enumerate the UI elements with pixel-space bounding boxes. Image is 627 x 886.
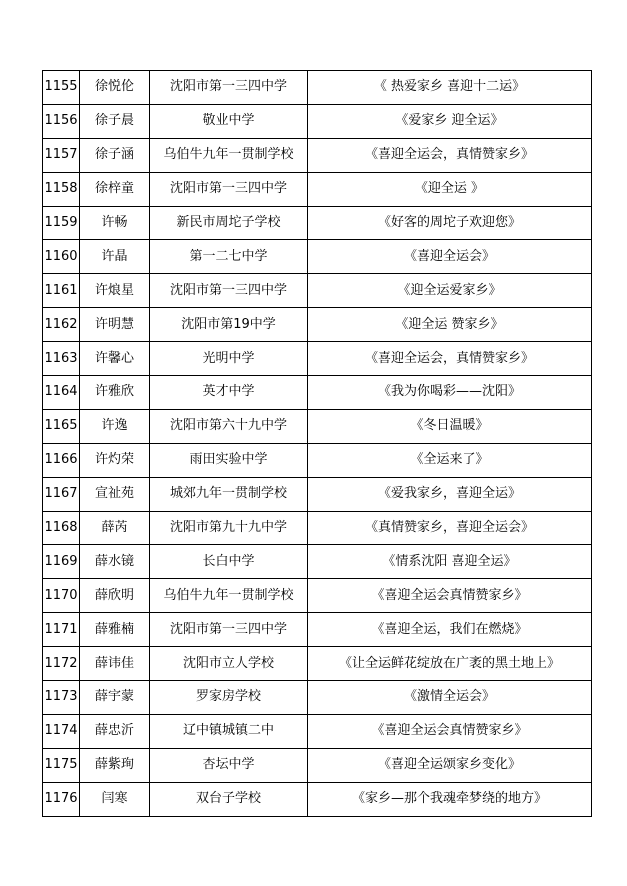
student-name: 薛忠沂 — [80, 714, 150, 748]
work-title: 《喜迎全运会，真情赞家乡》 — [308, 342, 592, 376]
table-row — [43, 545, 592, 579]
table-row — [43, 477, 592, 511]
student-name: 许逸 — [80, 409, 150, 443]
table-row — [43, 647, 592, 681]
school-name: 光明中学 — [150, 342, 308, 376]
student-name: 宣祉苑 — [80, 477, 150, 511]
entry-number: 1161 — [43, 274, 80, 308]
table-row — [43, 172, 592, 206]
student-name: 薛雅楠 — [80, 613, 150, 647]
work-title: 《冬日温暖》 — [308, 409, 592, 443]
entry-table-body — [43, 71, 592, 817]
student-name: 薛水镜 — [80, 545, 150, 579]
entry-number: 1156 — [43, 104, 80, 138]
table-row — [43, 104, 592, 138]
school-name: 第一二七中学 — [150, 240, 308, 274]
school-name: 沈阳市第一三四中学 — [150, 71, 308, 105]
work-title: 《爱家乡 迎全运》 — [308, 104, 592, 138]
work-title: 《真情赞家乡，喜迎全运会》 — [308, 511, 592, 545]
work-title: 《爱我家乡，喜迎全运》 — [308, 477, 592, 511]
entry-number: 1168 — [43, 511, 80, 545]
student-name: 闫寒 — [80, 782, 150, 816]
entry-number: 1171 — [43, 613, 80, 647]
school-name: 乌伯牛九年一贯制学校 — [150, 138, 308, 172]
school-name: 沈阳市第一三四中学 — [150, 274, 308, 308]
table-row — [43, 206, 592, 240]
table-row — [43, 681, 592, 715]
school-name: 敬业中学 — [150, 104, 308, 138]
student-name: 徐子涵 — [80, 138, 150, 172]
school-name: 英才中学 — [150, 376, 308, 410]
work-title: 《迎全运 》 — [308, 172, 592, 206]
school-name: 沈阳市第一三四中学 — [150, 613, 308, 647]
table-row — [43, 579, 592, 613]
school-name: 杏坛中学 — [150, 748, 308, 782]
work-title: 《全运来了》 — [308, 443, 592, 477]
student-name: 许晶 — [80, 240, 150, 274]
work-title: 《我为你喝彩——沈阳》 — [308, 376, 592, 410]
work-title: 《喜迎全运会真情赞家乡》 — [308, 714, 592, 748]
table-row — [43, 613, 592, 647]
student-name: 薛欣明 — [80, 579, 150, 613]
school-name: 沈阳市立人学校 — [150, 647, 308, 681]
entry-number: 1170 — [43, 579, 80, 613]
entry-number: 1155 — [43, 71, 80, 105]
work-title: 《喜迎全运会》 — [308, 240, 592, 274]
school-name: 罗家房学校 — [150, 681, 308, 715]
work-title: 《 热爱家乡 喜迎十二运》 — [308, 71, 592, 105]
table-row — [43, 443, 592, 477]
entry-number: 1176 — [43, 782, 80, 816]
student-name: 薛紫珣 — [80, 748, 150, 782]
table-row — [43, 511, 592, 545]
entry-table — [42, 70, 592, 817]
school-name: 城郊九年一贯制学校 — [150, 477, 308, 511]
table-row — [43, 342, 592, 376]
table-row — [43, 714, 592, 748]
student-name: 许烺星 — [80, 274, 150, 308]
work-title: 《迎全运 赞家乡》 — [308, 308, 592, 342]
entry-number: 1160 — [43, 240, 80, 274]
entry-number: 1163 — [43, 342, 80, 376]
student-name: 许灼荣 — [80, 443, 150, 477]
entry-number: 1173 — [43, 681, 80, 715]
entry-number: 1166 — [43, 443, 80, 477]
table-row — [43, 376, 592, 410]
table-row — [43, 240, 592, 274]
entry-number: 1159 — [43, 206, 80, 240]
work-title: 《好客的周坨子欢迎您》 — [308, 206, 592, 240]
student-name: 许畅 — [80, 206, 150, 240]
student-name: 许雅欣 — [80, 376, 150, 410]
entry-number: 1167 — [43, 477, 80, 511]
entry-number: 1174 — [43, 714, 80, 748]
entry-number: 1175 — [43, 748, 80, 782]
student-name: 徐梓童 — [80, 172, 150, 206]
entry-number: 1162 — [43, 308, 80, 342]
table-row — [43, 138, 592, 172]
table-row — [43, 71, 592, 105]
work-title: 《情系沈阳 喜迎全运》 — [308, 545, 592, 579]
school-name: 沈阳市第六十九中学 — [150, 409, 308, 443]
work-title: 《家乡—那个我魂牵梦绕的地方》 — [308, 782, 592, 816]
table-row — [43, 409, 592, 443]
work-title: 《喜迎全运会，真情赞家乡》 — [308, 138, 592, 172]
table-row — [43, 308, 592, 342]
work-title: 《喜迎全运会真情赞家乡》 — [308, 579, 592, 613]
work-title: 《激情全运会》 — [308, 681, 592, 715]
entry-number: 1169 — [43, 545, 80, 579]
student-name: 薛宇蒙 — [80, 681, 150, 715]
table-row — [43, 748, 592, 782]
school-name: 雨田实验中学 — [150, 443, 308, 477]
entry-number: 1164 — [43, 376, 80, 410]
school-name: 沈阳市第19中学 — [150, 308, 308, 342]
work-title: 《让全运鲜花绽放在广袤的黑土地上》 — [308, 647, 592, 681]
student-name: 薛芮 — [80, 511, 150, 545]
entry-number: 1158 — [43, 172, 80, 206]
school-name: 辽中镇城镇二中 — [150, 714, 308, 748]
table-row — [43, 274, 592, 308]
school-name: 新民市周坨子学校 — [150, 206, 308, 240]
student-name: 徐子晨 — [80, 104, 150, 138]
work-title: 《喜迎全运，我们在燃烧》 — [308, 613, 592, 647]
entry-number: 1157 — [43, 138, 80, 172]
entry-number: 1165 — [43, 409, 80, 443]
student-name: 徐悦伦 — [80, 71, 150, 105]
student-name: 许明慧 — [80, 308, 150, 342]
school-name: 沈阳市第一三四中学 — [150, 172, 308, 206]
school-name: 长白中学 — [150, 545, 308, 579]
student-name: 许馨心 — [80, 342, 150, 376]
entry-number: 1172 — [43, 647, 80, 681]
table-row — [43, 782, 592, 816]
school-name: 乌伯牛九年一贯制学校 — [150, 579, 308, 613]
work-title: 《喜迎全运颂家乡变化》 — [308, 748, 592, 782]
work-title: 《迎全运爱家乡》 — [308, 274, 592, 308]
school-name: 沈阳市第九十九中学 — [150, 511, 308, 545]
student-name: 薛讳佳 — [80, 647, 150, 681]
school-name: 双台子学校 — [150, 782, 308, 816]
